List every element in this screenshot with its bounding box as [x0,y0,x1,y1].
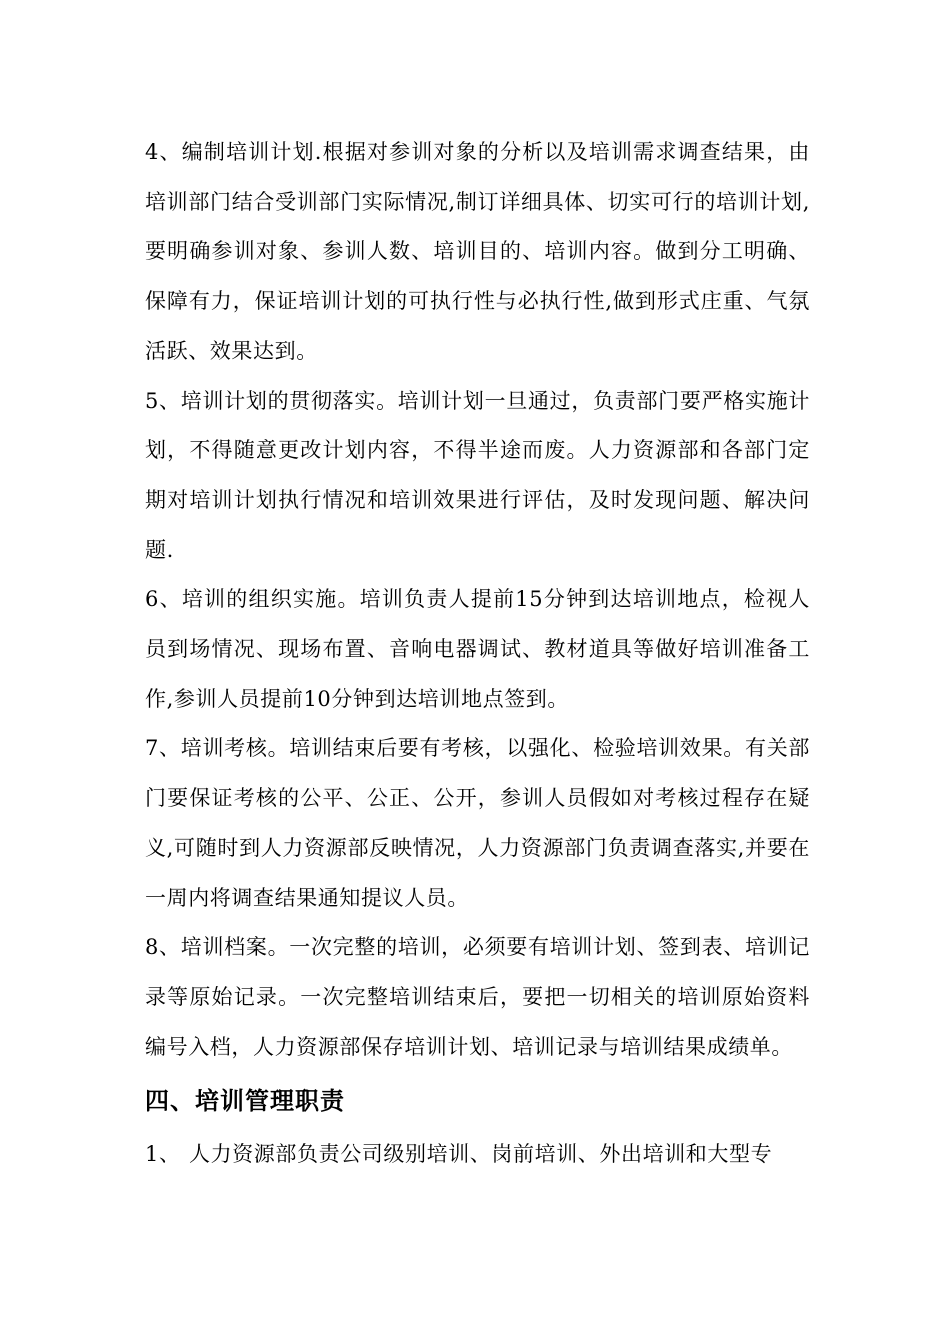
paragraph-4-training-plan: 4、编制培训计划.根据对参训对象的分析以及培训需求调查结果，由培训部门结合受训部门实际情况,制订详细具体、切实可行的培训计划,要明确参训对象、参训人数、培训目的、培训内容。做到分工明确、保障有力，保证培训计划的可执行性与必执行性,做到形式庄重、气氛活跃、效果达到。 [145,140,810,363]
list-item-text: 人力资源部负责公司级别培训、岗前培训、外出培训和大型专 [189,1142,773,1167]
list-item [145,1130,810,1179]
list-item-number: 1、 [145,1142,181,1167]
paragraph-8-archives: 8、培训档案。一次完整的培训，必须要有培训计划、签到表、培训记录等原始记录。一次完整培训结束后，要把一切相关的培训原始资料编号入档，人力资源部保存培训计划、培训记录与培训结果成绩单。 [145,935,810,1059]
document-body [145,128,810,1179]
section-heading: 四、培训管理职责 [145,1086,345,1116]
paragraph-6-organization: 6、培训的组织实施。培训负责人提前15分钟到达培训地点，检视人员到场情况、现场布置、音响电器调试、教材道具等做好培训准备工作,参训人员提前10分钟到达培训地点签到。 [145,587,810,711]
paragraph-5-plan-implementation: 5、培训计划的贯彻落实。培训计划一旦通过，负责部门要严格实施计划，不得随意更改计划内容，不得半途而废。人力资源部和各部门定期对培训计划执行情况和培训效果进行评估，及时发现问题、解决问题. [145,388,810,562]
paragraph-7-assessment: 7、培训考核。培训结束后要有考核，以强化、检验培训效果。有关部门要保证考核的公平、公正、公开，参训人员假如对考核过程存在疑义,可随时到人力资源部反映情况，人力资源部门负责调查落实,并要在一周内将调查结果通知提议人员。 [145,736,810,910]
